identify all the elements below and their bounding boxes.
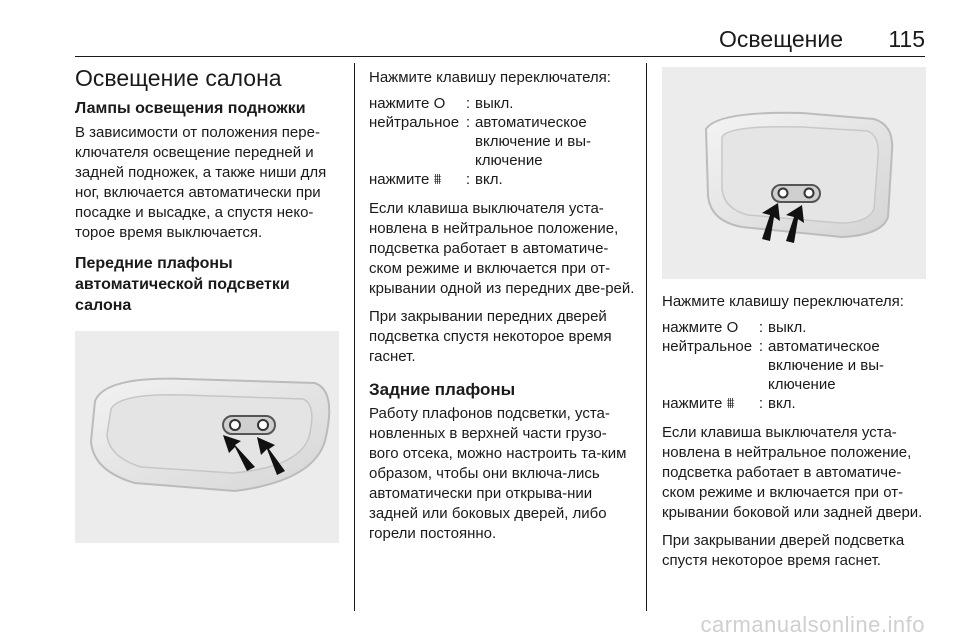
subsection-step-lights: Лампы освещения подножки bbox=[75, 100, 306, 117]
table-row: нажмите O : выкл. bbox=[369, 94, 635, 113]
column-divider-1 bbox=[354, 63, 355, 611]
rear-lamp-illustration bbox=[662, 67, 926, 279]
table-row: нажмите ⩩ : вкл. bbox=[662, 394, 926, 413]
position-value: вкл. bbox=[475, 171, 503, 188]
position-value: автоматическое включение и вы-ключение bbox=[475, 114, 591, 169]
table-row: нажмите ⩩ : вкл. bbox=[369, 170, 635, 189]
switch-positions-table bbox=[662, 318, 926, 413]
table-row: нейтральное : автоматическое включение и вы-ключение bbox=[369, 113, 635, 170]
close-doors-text: При закрывании передних дверей подсветка спустя некоторое время гаснет. bbox=[369, 308, 612, 365]
header-rule bbox=[75, 56, 925, 57]
chapter-title: Освещение bbox=[719, 26, 843, 52]
subsection-front-lights: Передние плафоны автоматической подсветки салона bbox=[75, 255, 290, 314]
page-header bbox=[75, 0, 925, 54]
position-value: автоматическое включение и вы-ключение bbox=[768, 338, 884, 393]
watermark: carmanualsonline.info bbox=[700, 612, 925, 637]
subsection-rear-lights: Задние плафоны bbox=[369, 380, 516, 399]
table-row: нажмите O : выкл. bbox=[662, 318, 926, 337]
position-value: выкл. bbox=[768, 319, 807, 336]
position-key: нейтральное bbox=[369, 114, 460, 131]
position-value: выкл. bbox=[475, 95, 514, 112]
right-column bbox=[662, 64, 926, 579]
position-key: нажмите O bbox=[369, 95, 446, 112]
position-key: нейтральное bbox=[662, 338, 753, 355]
switch-intro: Нажмите клавишу переключателя: bbox=[369, 69, 611, 86]
position-key: нажмите ⩩ bbox=[662, 395, 735, 412]
left-column bbox=[75, 64, 341, 543]
switch-intro: Нажмите клавишу переключателя: bbox=[662, 293, 904, 310]
close-doors-text: При закрывании дверей подсветка спустя некоторое время гаснет. bbox=[662, 532, 905, 569]
auto-mode-text: Если клавиша выключателя уста-новлена в нейтральное положение, подсветка работает в автоматиче-ском режиме и включается при от-крывании одной из передних две-рей. bbox=[369, 200, 635, 297]
position-key: нажмите O bbox=[662, 319, 739, 336]
section-title: Освещение салона bbox=[75, 65, 282, 91]
position-value: вкл. bbox=[768, 395, 796, 412]
column-divider-2 bbox=[646, 63, 647, 611]
middle-column bbox=[369, 64, 635, 552]
position-key: нажмите ⩩ bbox=[369, 171, 442, 188]
table-row: нейтральное : автоматическое включение и вы-ключение bbox=[662, 337, 926, 394]
front-lamp-illustration bbox=[75, 331, 339, 543]
auto-mode-text: Если клавиша выключателя уста-новлена в нейтральное положение, подсветка работает в автоматиче-ском режиме и включается при от-крывании боковой или задней двери. bbox=[662, 424, 923, 521]
step-lights-text: В зависимости от положения пере-ключателя освещение передней и задней подножек, а также ниши для ног, включается автоматически при посадке и высадке, а спустя неко-торое время выключается. bbox=[75, 124, 327, 241]
page-number: 115 bbox=[888, 26, 925, 52]
switch-positions-table bbox=[369, 94, 635, 189]
rear-lights-text: Работу плафонов подсветки, уста-новленных в верхней части грузо-вого отсека, можно настроить та-ким образом, чтобы они включа-лись автоматически при открыва-нии задней или боковых дверей, либо горели постоянно. bbox=[369, 405, 627, 542]
